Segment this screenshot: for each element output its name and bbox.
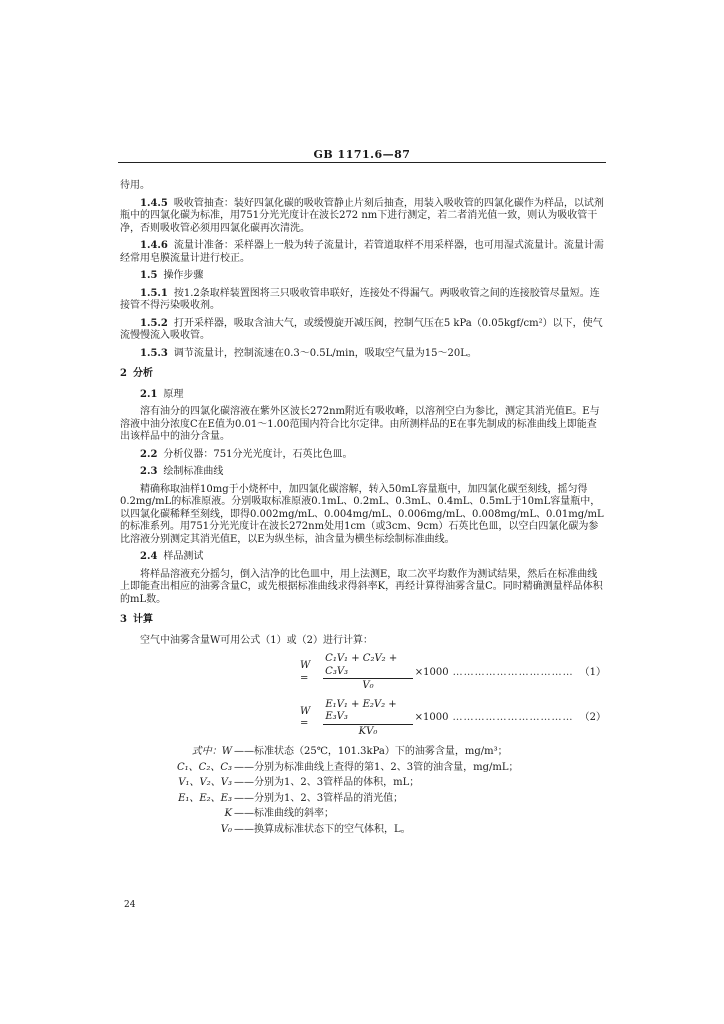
- symbol-desc: ——分别为1、2、3管样品的体积，mL；: [234, 777, 420, 788]
- symbol-desc: ——标准曲线的斜率；: [234, 808, 334, 819]
- symbol-key: K: [224, 808, 232, 819]
- paragraph-sample-test: 将样品溶液充分摇匀，倒入洁净的比色皿中，用上法测E，取二次平均数作为测试结果，然后在标准曲线上即能查出相应的油雾含量C，或先根据标准曲线求得斜率K，再经计算得油雾含量C。同时精确测量样品体积的mL数。: [120, 568, 603, 605]
- document-body: [120, 180, 606, 839]
- section-1-4-6: [120, 240, 606, 265]
- section-text: 流量计准备：采样器上一般为转子流量计，若管道取样不用采样器，也可用湿式流量计。流量计需经常用皂膜流量计进行校正。: [120, 240, 604, 264]
- symbol-key: C₁、C₂、C₃: [177, 761, 232, 773]
- section-number: 2.1: [140, 388, 158, 400]
- paragraph-standard-curve: 精确称取油样10mg于小烧杯中，加四氯化碳溶解，转入50mL容量瓶中，加四氯化碳至刻线，摇匀得0.2mg/mL的标准原液。分别吸取标准原液0.1mL、0.2mL、0.3mL、0.4mL、0.5mL于10mL容量瓶中，以四氯化碳稀释至刻线，即得0.002mg/mL、0.004mg/mL、0.006mg/mL、0.008mg/mL、0.01mg/mL的标准系列。用751分光光度计在波长272nm处用1cm（或3cm、9cm）石英比色皿，以空白四氯化碳为参比溶液分别测定其消光值E，以E为纵坐标，油含量为横坐标绘制标准曲线。: [120, 483, 604, 545]
- formula-number: （2）: [579, 712, 606, 723]
- section-number: 3: [120, 614, 127, 625]
- formula-leader-dots: ……………………………: [452, 712, 574, 723]
- section-number: 1.4.6: [140, 240, 168, 251]
- section-2-1: [120, 389, 606, 402]
- section-number: 1.5: [140, 270, 158, 281]
- section-number: 1.4.5: [140, 197, 168, 209]
- symbol-desc: ——分别为1、2、3管样品的消光值；: [234, 792, 404, 804]
- section-text: 按1.2条取样装置图将三只吸收管串联好，连接处不得漏气。两吸收管之间的连接胶管尽量短。连接管不得污染吸收剂。: [120, 287, 600, 311]
- header-rule: [118, 162, 606, 163]
- symbol-key: [120, 746, 232, 759]
- formula-numerator: E₁V₁ + E₂V₂ + E₃V₃: [323, 699, 412, 725]
- formula-leader-dots: ……………………………: [452, 666, 574, 678]
- section-2-3: [120, 466, 606, 479]
- section-1-4-5: [120, 198, 606, 236]
- section-title: 原理: [163, 388, 184, 400]
- document-header: GB 1171.6—87: [313, 148, 411, 161]
- formula-numerator: C₁V₁ + C₂V₂ + C₃V₃: [323, 653, 413, 679]
- symbol-desc: ——换算成标准状态下的空气体积，L。: [234, 823, 411, 835]
- symbol-row: [120, 777, 606, 790]
- section-2-4: [120, 551, 606, 564]
- section-number: 2: [120, 368, 127, 379]
- formula-multiplier: ×1000: [414, 666, 449, 678]
- section-text: 调节流量计，控制流速在0.3～0.5L/min，吸取空气量为15～20L。: [173, 347, 477, 359]
- formula-lhs: W =: [300, 705, 311, 730]
- symbol-key: V₀: [220, 823, 232, 835]
- symbol-desc: ——标准状态（25℃，101.3kPa）下的油雾含量，mg/m³；: [234, 746, 508, 757]
- symbol-key-text: W: [221, 746, 232, 757]
- section-title: 计算: [132, 614, 153, 625]
- section-text: 打开采样器，吸取含油大气，或缓慢旋开减压阀，控制气压在5 kPa（0.05kgf/cm²）以下，使气流慢慢流入吸收管。: [120, 317, 603, 341]
- section-title: 操作步骤: [163, 270, 204, 281]
- symbol-lead: 式中：: [191, 746, 222, 757]
- symbol-row: [120, 793, 606, 806]
- section-number: 1.5.3: [140, 347, 168, 359]
- formula-number: （1）: [579, 666, 606, 678]
- section-number: 1.5.2: [140, 317, 168, 329]
- section-text: 吸收管抽查：装好四氯化碳的吸收管静止片刻后抽查，用装入吸收管的四氯化碳作为样品，以试剂瓶中的四氯化碳为标准，用751分光光度计在波长272 nm下进行测定，若二者消光值一致，则认为吸收管干净，否则吸收管必须用四氯化碳再次清洗。: [120, 197, 604, 234]
- section-number: 2.4: [140, 551, 158, 562]
- symbol-row: [120, 762, 606, 775]
- section-title: 绘制标准曲线: [163, 466, 224, 477]
- section-1-5-3: [120, 348, 606, 361]
- formula-multiplier: ×1000: [414, 712, 449, 723]
- section-text: 分析仪器：751分光光度计，石英比色皿。: [163, 448, 353, 460]
- section-2-heading: [120, 368, 606, 381]
- section-title: 样品测试: [163, 551, 204, 562]
- formula-fraction: [323, 699, 412, 739]
- section-3-heading: [120, 614, 606, 627]
- paragraph-continued: 待用。: [120, 180, 150, 191]
- section-number: 2.2: [140, 448, 158, 460]
- formula-denominator: KV₀: [358, 725, 378, 737]
- formula-lhs: W =: [300, 660, 311, 684]
- symbol-row: [120, 824, 606, 837]
- symbol-row: [120, 746, 606, 759]
- section-1-5: [120, 270, 606, 283]
- section-number: 2.3: [140, 466, 158, 477]
- formula-1: [300, 653, 606, 693]
- section-number: 1.5.1: [140, 287, 168, 299]
- formula-2: [300, 699, 606, 739]
- section-title: 分析: [132, 368, 153, 379]
- page-number: 24: [124, 900, 136, 910]
- symbol-key: E₁、E₂、E₃: [178, 792, 232, 804]
- section-1-5-1: [120, 288, 606, 313]
- section-2-2: [120, 449, 606, 462]
- symbol-row: [120, 808, 606, 821]
- symbol-definitions: [120, 746, 606, 836]
- symbol-key: V₁、V₂、V₃: [178, 777, 232, 788]
- section-1-5-2: [120, 318, 606, 343]
- paragraph-calculation: 空气中油雾含量W可用公式（1）或（2）进行计算：: [140, 634, 374, 646]
- paragraph-principle: 溶有油分的四氯化碳溶液在紫外区波长272nm附近有吸收峰，以溶剂空白为参比，测定其消光值E。E与溶液中油分浓度C在E值为0.01～1.00范围内符合比尔定律。由所测样品的E在事先制成的标准曲线上即能查出该样品中的油分含量。: [120, 406, 600, 442]
- formula-fraction: [323, 653, 413, 693]
- formula-denominator: V₀: [362, 680, 374, 691]
- symbol-desc: ——分别为标准曲线上查得的第1、2、3管的油含量，mg/mL；: [234, 761, 519, 773]
